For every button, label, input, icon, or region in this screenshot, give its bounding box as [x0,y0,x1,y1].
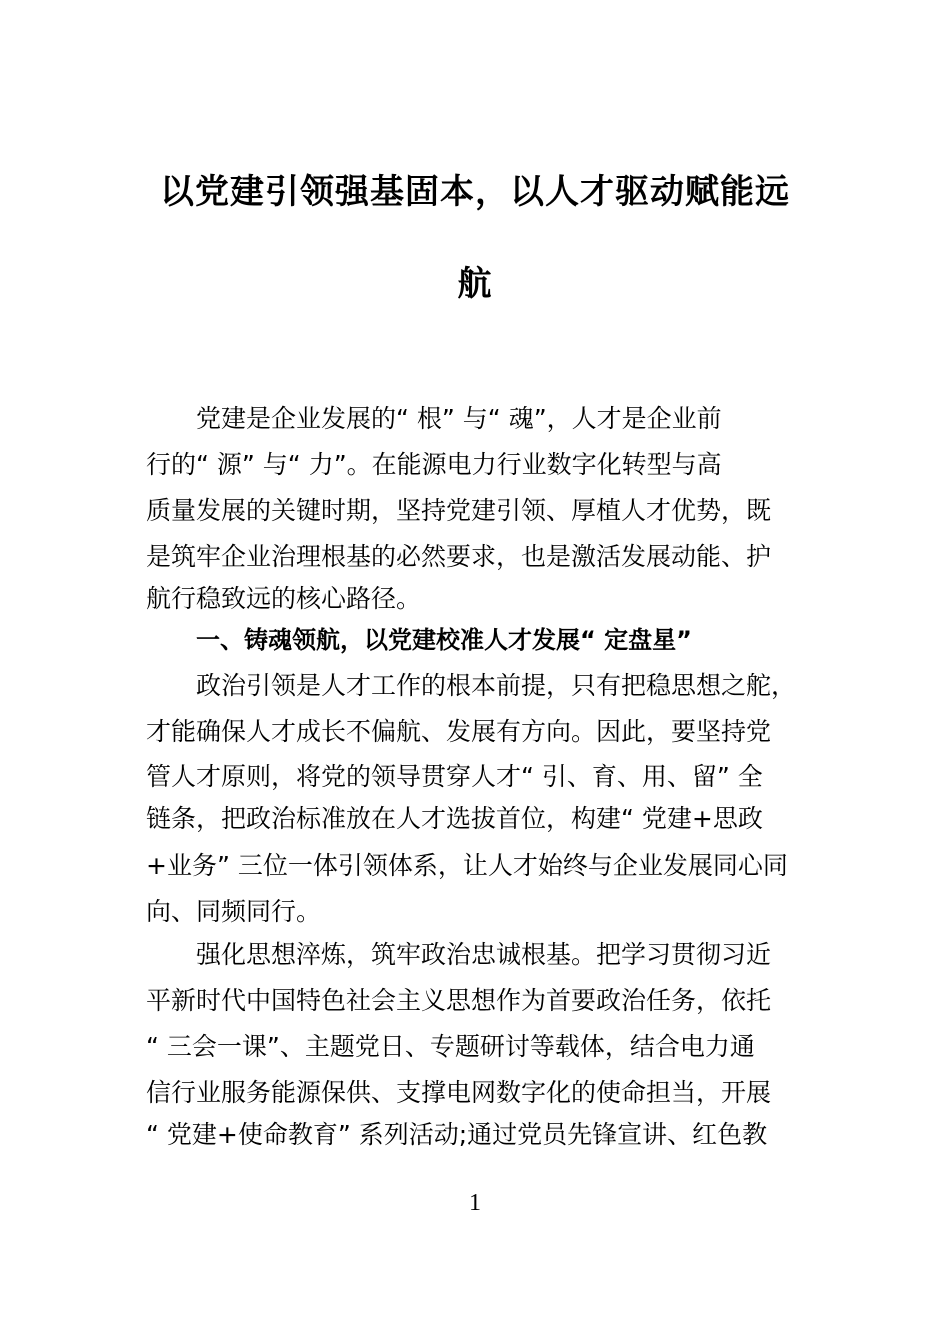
section1-para1-line-5: +业务” 三位一体引领体系，让人才始终与企业发展同心同 [146,851,788,880]
section1-para2-line-1: 强化思想淬炼，筑牢政治忠诚根基。把学习贯彻习近 [196,940,772,969]
section1-para2-line-4: 信行业服务能源保供、支撑电网数字化的使命担当，开展 [146,1078,772,1107]
section1-para1-line-2: 才能确保人才成长不偏航、发展有方向。因此，要坚持党 [146,717,772,746]
intro-line-4: 是筑牢企业治理根基的必然要求，也是激活发展动能、护 [146,542,772,571]
intro-line-1: 党建是企业发展的“ 根” 与“ 魂”，人才是企业前 [196,404,722,433]
section1-para2-line-5: “ 党建+使命教育” 系列活动;通过党员先锋宣讲、红色教 [146,1120,768,1149]
document-title-line-2: 航 [457,264,493,304]
section1-para1-line-1: 政治引领是人才工作的根本前提，只有把稳思想之舵， [196,671,797,700]
section1-para1-line-6: 向、同频同行。 [146,897,322,926]
section1-para1-line-4: 链条，把政治标准放在人才选拔首位，构建“ 党建+思政 [146,804,763,833]
page-number: 1 [469,1190,481,1216]
section1-para2-line-3: “ 三会一课”、主题党日、专题研讨等载体，结合电力通 [146,1032,755,1061]
section1-para1-line-3: 管人才原则，将党的领导贯穿人才“ 引、育、用、留” 全 [146,762,763,791]
section-heading-1: 一、铸魂领航，以党建校准人才发展“ 定盘星” [196,626,692,654]
intro-line-2: 行的“ 源” 与“ 力”。在能源电力行业数字化转型与高 [146,450,722,479]
section1-para2-line-2: 平新时代中国特色社会主义思想作为首要政治任务，依托 [146,986,772,1015]
intro-line-3: 质量发展的关键时期，坚持党建引领、厚植人才优势，既 [146,496,772,525]
document-title-line-1: 以党建引领强基固本，以人才驱动赋能远 [160,172,790,212]
intro-line-5: 航行稳致远的核心路径。 [146,584,422,613]
